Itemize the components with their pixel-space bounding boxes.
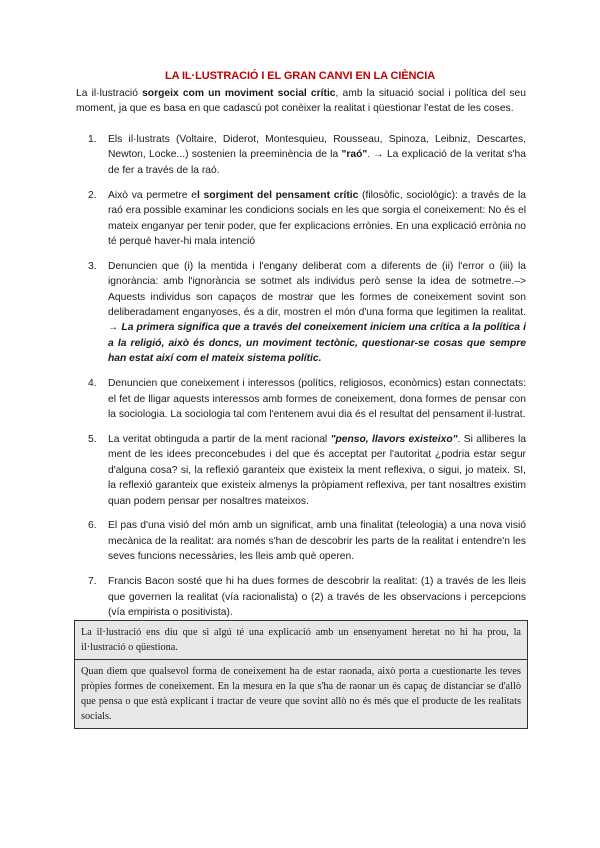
item-text-end: (filosòfic, sociològic): a través de la raó era possible examinar les condicions socials en les que sorgia el coneixement: No és el mateix enganyar per tenir poder, que fer explicacions errònies. En una explicació errònia no té perquè haver-hi mala intenció [108,189,526,247]
list-item [76,376,526,422]
item-bold: l sorgiment del pensament crític [196,189,359,201]
summary-box-1: La il·lustració ens diu que si algú té una explicació amb un ensenyament heretat no hi ha prou, la il·lustració o qüestiona. [74,620,528,660]
item-text: Francis Bacon sosté que hi ha dues formes de descobrir la realitat: (1) a través de les lleis que governen la realitat (vía racionalista) o (2) a través de les observacions i percepcions (vía empirista o positivista). [108,576,526,618]
item-number: 6. [88,520,97,532]
list-item [76,259,526,367]
item-text: Denuncien que coneixement i interessos (polítics, religiosos, econòmics) estan connectats: el fet de lligar aquests interessos amb formes de coneixement, dona formes de pensar con la sociologia. La sociologia tal com l'entenem avui dia és el resultat del pensament il·lustrat. [108,378,526,420]
list-item [76,188,526,250]
item-text: Els il·lustrats (Voltaire, Diderot, Montesquieu, Rousseau, Spinoza, Leibniz, Descartes, Newton, Locke...) sostenien la preeminència de la [108,134,526,161]
numbered-list [76,132,526,630]
item-number: 5. [88,433,97,445]
item-bold: "raó" [341,149,368,161]
item-bold-italic: "penso, llavors existeixo" [330,433,458,445]
intro-text-end: , amb la situació social i política del seu moment, ja que es basa en que cadascú pot conèixer la realitat i qüestionar l'estat de les coses. [76,88,526,115]
list-item [76,518,526,564]
intro-text-start: La il·lustració [76,88,143,99]
list-item [76,574,526,620]
item-bold-italic: La primera significa que a través del coneixement iniciem una crítica a la política i a la religió, això és doncs, un moviment tectònic, questionar-se cosas que sempre han estat així com el mateix sistema polític. [108,322,526,365]
item-text: El pas d'una visió del món amb un significat, amb una finalitat (teleologia) a una nova visió mecànica de la realitat: ara només s'han de descobrir les parts de la realitat i entendre'n les seves funcions necessàries, les lleis amb què operen. [108,520,526,563]
page-title: LA IL·LUSTRACIÓ I EL GRAN CANVI EN LA CIÈNCIA [164,70,436,82]
item-text: Denuncien que (i) la mentida i l'engany deliberat com a diferents de (ii) l'error o (iii) la ignorància: amb l'ignorància se sotmet als individus però sense la idea de sotmetre.–> Aquests individus son capaços de mostrar que les formes de coneixement sovint son deliberadament enganyoses, és a dir, mostren el món d'una forma que legitimen la realitat. → [108,260,526,334]
item-number: 2. [88,189,97,201]
item-number: 1. [88,134,97,145]
item-number: 3. [88,260,97,272]
item-number: 4. [88,378,97,390]
item-text-end: . Si alliberes la ment de les idees preconcebudes i del que és acceptat per l'autoritat ¿podria estar segur d'alguna cosa? si, la reflexió garanteix que existeix la ment reflexiva, o sigui, jo mateix. SI, la reflexió garanteix que existeix almenys la pròpiament reflexiva, per tant nosaltres existim quan podem pensar per nosaltres mateixos. [108,433,526,507]
item-number: 7. [88,576,97,588]
summary-box-2: Quan diem que qualsevol forma de coneixement ha de estar raonada, això porta a cuestionarte les teves pròpies formes de coneixement. En la mesura en la que s'ha de raonar un és capaç de distanciar se d'allò que pensa o que està explicant i tractar de veure que sovint allò no és més que el producte de les realitats socials. [74,659,528,729]
item-text-end: . → La explicació de la veritat s'ha de fer a través de la raó. [108,149,526,176]
item-text: Això va permetre e [108,189,197,201]
item-text: La veritat obtinguda a partir de la ment racional [108,433,331,445]
intro-bold: sorgeix com un moviment social crític [142,88,336,99]
list-item [76,432,526,509]
intro-paragraph [76,86,526,117]
list-item [76,132,526,178]
